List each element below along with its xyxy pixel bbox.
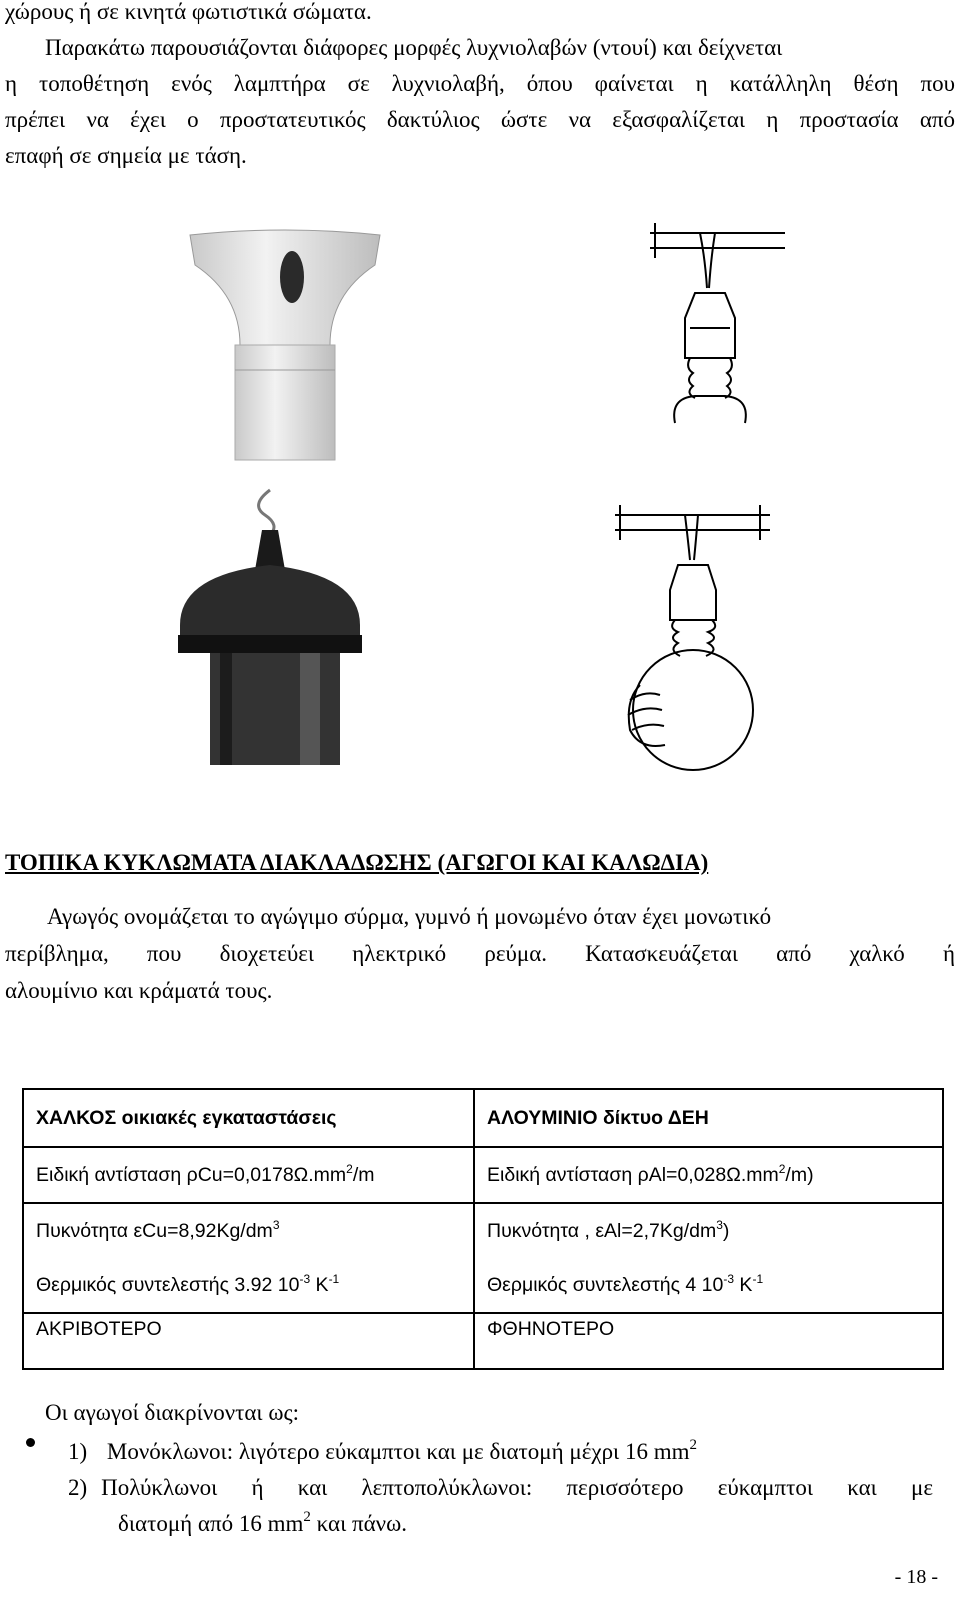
table-row [23,1313,943,1369]
list-item-line [68,1470,933,1506]
table-row [23,1203,943,1258]
list-text: Μονόκλωνοι: λιγότερο εύκαμπτοι και με διατομή μέχρι 16 $mm^2$ [106,1437,698,1464]
bullet-text: Οι αγωγοί διακρίνονται ως: [45,1400,299,1425]
copper-density: Πυκνότητα $\varepsilon Cu=8,92Kg/dm^3$ [36,1217,280,1242]
table-row [23,1089,943,1147]
list-item [68,1470,933,1542]
list-item [68,1434,697,1470]
intro-line: χώρους ή σε κινητά φωτιστικά σώματα. [5,0,372,24]
table-row [23,1258,943,1313]
lamp-holder-white-photo [180,225,390,465]
intro-line: η τοποθέτηση ενός λαμπτήρα σε λυχνιολαβή, όπου φαίνεται η κατάλληλη θέση που [5,71,955,96]
lamp-holder-black-photo [170,485,380,770]
intro-paragraph [5,0,955,174]
paragraph-line: περίβλημα, που διοχετεύει ηλεκτρικό ρεύμα. Κατασκευάζεται από χαλκό ή [5,941,955,966]
list-number: 2) [68,1475,88,1500]
intro-line: πρέπει να έχει ο προστατευτικός δακτύλιος ώστε να εξασφαλίζεται η προστασία από [5,107,955,132]
paragraph-line: αλουμίνιο και κράματά τους. [5,978,273,1003]
list-item-continuation: διατομή από 16 $mm^2$ και πάνω. [118,1509,407,1536]
aluminium-thermal-coefficient: Θερμικός συντελεστής 4 $10^{-3}$ $K^{-1}$ [474,1258,943,1313]
copper-resistivity: Ειδική αντίσταση $\rho Cu=0,0178\Omega.mm^2/m$ [23,1147,474,1203]
conductor-properties-table [22,1088,944,1370]
aluminium-header: ΑΛΟΥΜΙΝΙΟ δίκτυο ΔΕΗ [474,1089,943,1147]
bulb-in-holder-drawing [645,218,785,428]
aluminium-resistivity: Ειδική αντίσταση $\rho Al=0,028\Omega.mm^2/m$) [474,1147,943,1203]
section-heading: ΤΟΠΙΚΑ ΚΥΚΛΩΜΑΤΑ ΔΙΑΚΛΑΔΩΣΗΣ (ΑΓΩΓΟΙ ΚΑΙ ΚΑΛΩΔΙΑ) [5,850,709,875]
copper-header: ΧΑΛΚΟΣ οικιακές εγκαταστάσεις [23,1089,474,1147]
bullet-icon [26,1438,35,1447]
aluminium-cost: ΦΘΗΝΟΤΕΡΟ [474,1313,943,1369]
intro-line: Παρακάτω παρουσιάζονται διάφορες μορφές λυχνιολαβών (ντουί) και δείχνεται [45,35,783,60]
conductor-paragraph [5,898,955,1009]
list-number: 1) [68,1439,88,1464]
page-number: - 18 - [894,1566,938,1588]
copper-cost: ΑΚΡΙΒΟΤΕΡΟ [36,1318,162,1340]
paragraph-line: Αγωγός ονομάζεται το αγώγιμο σύρμα, γυμνό ή μονωμένο όταν έχει μονωτικό [47,904,772,929]
list-text: Πολύκλωνοι ή και λεπτοπολύκλωνοι: περισσότερο εύκαμπτοι και με [101,1475,933,1500]
table-row [23,1147,943,1203]
aluminium-density: Πυκνότητα , $\varepsilon Al=2,7Kg/dm^3$) [474,1203,943,1258]
intro-line: επαφή σε σημεία με τάση. [5,143,247,168]
copper-thermal-coefficient: Θερμικός συντελεστής 3.92 $10^{-3}$ $K^{-1}$ [23,1258,474,1313]
hand-screwing-bulb-drawing [610,500,770,780]
